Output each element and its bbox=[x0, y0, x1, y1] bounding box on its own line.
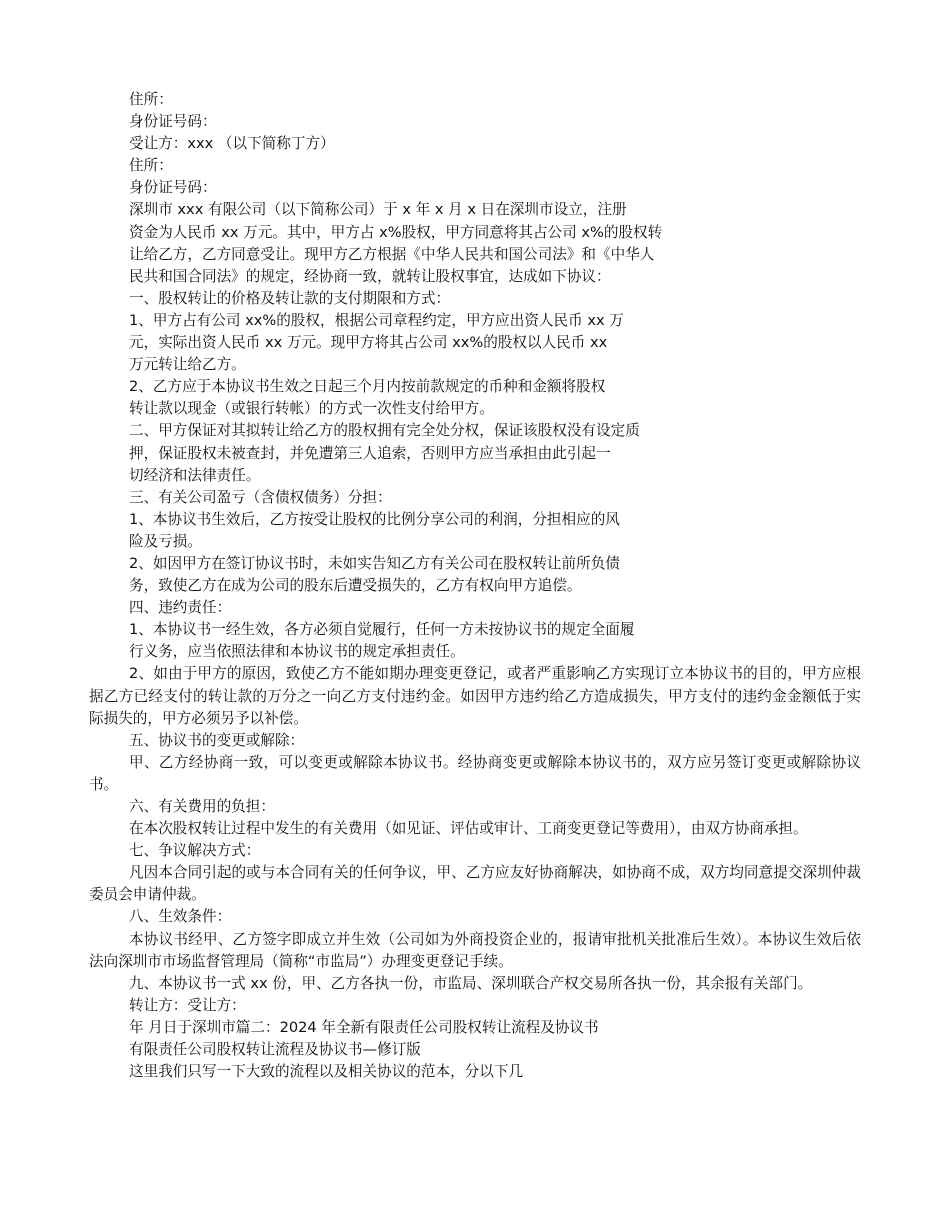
expenses-paragraph: 在本次股权转让过程中发生的有关费用（如见证、评估或审计、工商变更登记等费用），由双方协商承担。 bbox=[129, 820, 808, 838]
clause-line: 押，保证股权未被查封，并免遭第三人追索，否则甲方应当承担由此引起一 bbox=[129, 444, 611, 462]
intro-line: 让给乙方，乙方同意受让。现甲方乙方根据《中华人民共和国公司法》和《中华人 bbox=[129, 245, 655, 263]
intro-line: 深圳市 xxx 有限公司（以下简称公司）于 x 年 x 月 x 日在深圳市设立，注册 bbox=[129, 201, 627, 219]
effectiveness-paragraph: 本协议书经甲、乙方签字即成立并生效（公司如为外商投资企业的，报请审批机关批准后生效）。本协议生效后依法向深圳市市场监督管理局（简称“市监局”）办理变更登记手续。 bbox=[89, 930, 861, 970]
breach-paragraph: 2、如由于甲方的原因，致使乙方不能如期办理变更登记，或者严重影响乙方实现订立本协议书的目的，甲方应根据乙方已经支付的转让款的万分之一向乙方支付违约金。如因甲方违约给乙方造成损失，甲方支付的违约金金额低于实际损失的，甲方必须另予以补偿。 bbox=[89, 665, 861, 727]
clause-line: 行义务，应当依照法律和本协议书的规定承担责任。 bbox=[129, 643, 465, 661]
clause-line: 切经济和法律责任。 bbox=[129, 466, 261, 484]
clause-line: 转让款以现金（或银行转帐）的方式一次性支付给甲方。 bbox=[129, 400, 494, 418]
address-label: 住所： bbox=[129, 157, 173, 175]
document-body bbox=[89, 89, 861, 1083]
amendment-paragraph: 甲、乙方经协商一致，可以变更或解除本协议书。经协商变更或解除本协议书的，双方应另签订变更或解除协议书。 bbox=[89, 753, 861, 793]
intro-line: 资金为人民币 xx 万元。其中，甲方占 x%股权，甲方同意将其占公司 x%的股权转 bbox=[129, 223, 663, 241]
signature-line: 转让方：受让方： bbox=[129, 996, 246, 1014]
clause-line: 1、本协议书一经生效，各方必须自觉履行，任何一方未按协议书的规定全面履 bbox=[129, 621, 635, 639]
clause-line: 2、乙方应于本协议书生效之日起三个月内按前款规定的币种和金额将股权 bbox=[129, 378, 606, 396]
copies-paragraph: 九、本协议书一式 xx 份，甲、乙方各执一份，市监局、深圳联合产权交易所各执一份，其余报有关部门。 bbox=[129, 974, 813, 992]
intro-line: 民共和国合同法》的规定，经协商一致，就转让股权事宜，达成如下协议： bbox=[129, 267, 611, 285]
id-number-label: 身份证号码： bbox=[129, 113, 217, 131]
section-heading-2: 二、甲方保证对其拟转让给乙方的股权拥有完全处分权，保证该股权没有设定质 bbox=[129, 422, 640, 440]
clause-line: 险及亏损。 bbox=[129, 532, 202, 550]
section-heading-3: 三、有关公司盈亏（含债权债务）分担： bbox=[129, 488, 392, 506]
section-heading-8: 八、生效条件： bbox=[129, 908, 232, 926]
address-label: 住所： bbox=[129, 91, 173, 108]
section-heading-7: 七、争议解决方式： bbox=[129, 842, 261, 860]
clause-line: 元，实际出资人民币 xx 万元。现甲方将其占公司 xx%的股权以人民币 xx bbox=[129, 334, 608, 352]
section-heading-6: 六、有关费用的负担： bbox=[129, 798, 275, 815]
clause-line: 2、如因甲方在签订协议书时，未如实告知乙方有关公司在股权转让前所负债 bbox=[129, 554, 620, 572]
section-heading-5: 五、协议书的变更或解除： bbox=[129, 731, 305, 749]
transferee-line: 受让方：xxx （以下简称丁方） bbox=[129, 135, 335, 153]
date-place-line: 年 月日于深圳市篇二：2024 年全新有限责任公司股权转让流程及协议书 bbox=[129, 1018, 599, 1036]
clause-line: 1、本协议书生效后，乙方按受让股权的比例分享公司的利润，分担相应的风 bbox=[129, 510, 620, 528]
clause-line: 务，致使乙方在成为公司的股东后遭受损失的，乙方有权向甲方追偿。 bbox=[129, 577, 582, 595]
clause-line: 1、甲方占有公司 xx%的股权，根据公司章程约定，甲方应出资人民币 xx 万 bbox=[129, 311, 624, 329]
subtitle-line: 有限责任公司股权转让流程及协议书—修订版 bbox=[129, 1041, 421, 1059]
dispute-paragraph: 凡因本合同引起的或与本合同有关的任何争议，甲、乙方应友好协商解决，如协商不成，双方均同意提交深圳仲裁委员会申请仲裁。 bbox=[89, 864, 861, 904]
section-heading-4: 四、违约责任： bbox=[129, 599, 232, 617]
clause-line: 万元转让给乙方。 bbox=[129, 356, 246, 374]
id-number-label: 身份证号码： bbox=[129, 179, 217, 197]
closing-line: 这里我们只写一下大致的流程以及相关协议的范本，分以下几 bbox=[129, 1063, 524, 1081]
section-heading-1: 一、股权转让的价格及转让款的支付期限和方式： bbox=[129, 289, 451, 307]
